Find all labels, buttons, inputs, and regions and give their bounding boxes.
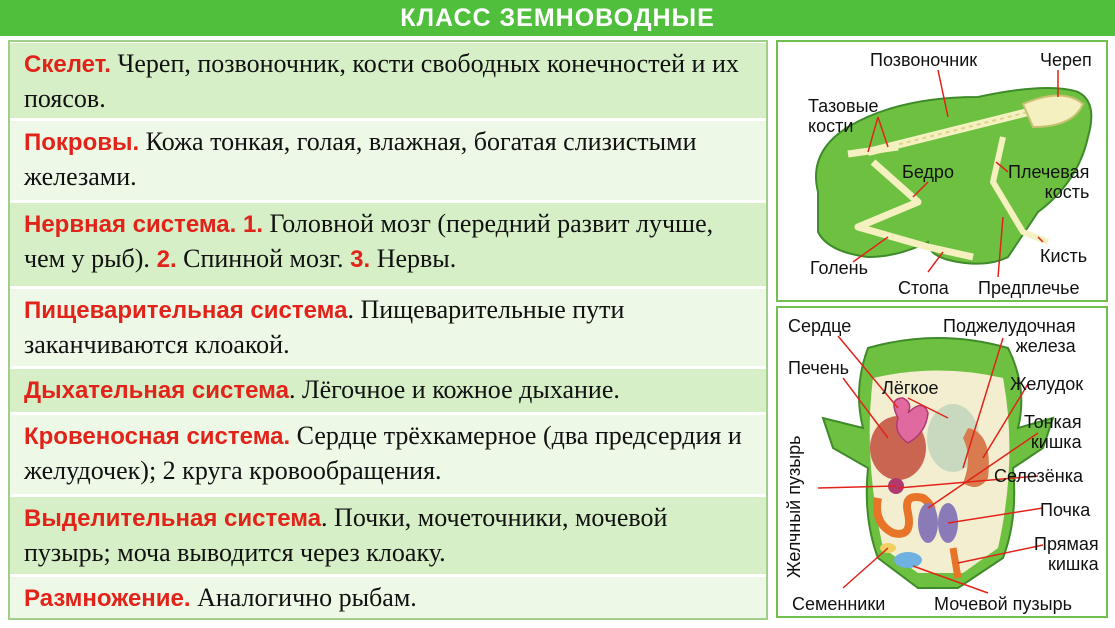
row-text: Нервы.: [370, 244, 457, 273]
label-pelvic-bones: Тазовые кости: [808, 96, 879, 136]
label-humerus: Плечевая кость: [1008, 162, 1090, 202]
row-heading: Дыхательная система: [24, 377, 289, 404]
item-number: 1.: [236, 211, 263, 238]
label-femur: Бедро: [902, 162, 954, 182]
label-liver: Печень: [788, 358, 850, 378]
skeleton-panel: [776, 40, 1108, 302]
row-excretory: [8, 494, 766, 574]
row-text: Череп, позвоночник, кости свободных конечностей и их поясов.: [24, 49, 739, 113]
row-digestive: [8, 286, 766, 366]
label-small-intestine: Тонкая кишка: [1024, 412, 1082, 452]
label-testes: Семенники: [792, 594, 886, 614]
label-spleen: Селезёнка: [994, 466, 1084, 486]
row-heading: Размножение.: [24, 585, 191, 612]
row-text: Сердце трёхкамерное (два предсердия и желудочек); 2 круга кровообращения.: [24, 421, 742, 485]
label-shin: Голень: [810, 258, 868, 278]
row-integument: [8, 118, 766, 200]
row-text: Аналогично рыбам.: [190, 583, 417, 612]
label-hand: Кисть: [1040, 246, 1088, 266]
label-heart: Сердце: [788, 316, 852, 336]
label-gallbladder: Желчный пузырь: [784, 435, 804, 578]
page-title: КЛАСС ЗЕМНОВОДНЫЕ: [0, 0, 1115, 36]
row-text: Спинной мозг.: [176, 244, 344, 273]
row-heading: Пищеварительная система: [24, 297, 348, 324]
label-forearm: Предплечье: [978, 278, 1080, 298]
label-foot: Стопа: [898, 278, 949, 298]
item-number: 3.: [343, 246, 371, 273]
label-stomach: Желудок: [1010, 374, 1084, 394]
row-heading: Покровы.: [24, 129, 140, 156]
row-nervous: [8, 200, 766, 286]
row-text: . Почки, мочеточники, мочевой пузырь; моча выводится через клоаку.: [24, 503, 668, 567]
label-lung: Лёгкое: [882, 378, 939, 398]
item-number: 2.: [149, 246, 177, 273]
row-skeleton: [8, 40, 766, 118]
label-spine: Позвоночник: [870, 50, 978, 70]
info-table: [8, 40, 768, 620]
row-text: Головной мозг (передний развит лучше, чем у рыб).: [24, 209, 714, 273]
row-text: Кожа тонкая, голая, влажная, богатая слизистыми железами.: [24, 127, 697, 191]
row-reproduction: [8, 574, 766, 620]
row-text: . Пищеварительные пути заканчиваются клоакой.: [24, 295, 625, 359]
row-heading: Скелет.: [24, 51, 111, 78]
label-pancreas: Поджелудочная железа: [943, 316, 1076, 356]
row-heading: Кровеносная система.: [24, 423, 291, 450]
organs-panel: [776, 306, 1108, 618]
label-rectum: Прямая кишка: [1034, 534, 1099, 574]
row-heading: Нервная система.: [24, 211, 237, 238]
label-bladder: Мочевой пузырь: [934, 594, 1072, 614]
row-respiratory: [8, 366, 766, 412]
label-skull: Череп: [1040, 50, 1092, 70]
label-kidney: Почка: [1040, 500, 1091, 520]
row-heading: Выделительная система: [24, 505, 322, 532]
row-text: . Лёгочное и кожное дыхание.: [288, 375, 620, 404]
row-circulatory: [8, 412, 766, 494]
